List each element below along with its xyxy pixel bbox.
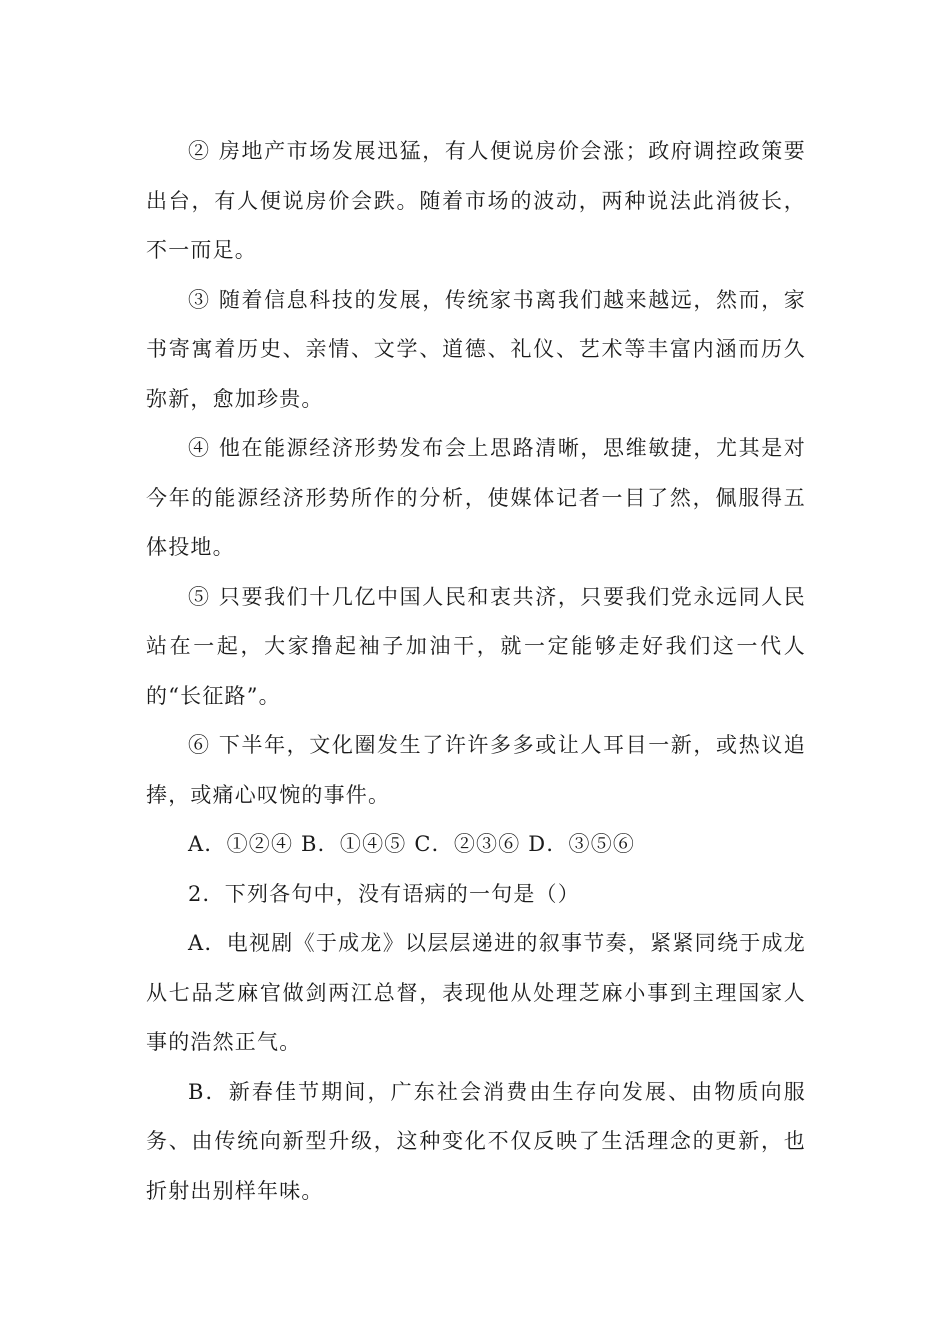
option-6-paragraph: ⑥ 下半年，文化圈发生了许许多多或让人耳目一新，或热议追捧，或痛心叹惋的事件。 [146, 733, 806, 807]
question-2-stem: 2．下列各句中，没有语病的一句是（） [188, 881, 580, 906]
answer-choices-q1: A．①②④ B．①④⑤ C．②③⑥ D．③⑤⑥ [188, 832, 636, 856]
option-2-paragraph: ② 房地产市场发展迅猛，有人便说房价会涨；政府调控政策要出台，有人便说房价会跌。随着市场的波动，两种说法此消彼长，不一而足。 [146, 139, 806, 262]
document-body [146, 127, 806, 1216]
option-5-paragraph: ⑤ 只要我们十几亿中国人民和衷共济，只要我们党永远同人民站在一起，大家撸起袖子加油干，就一定能够走好我们这一代人的“长征路”。 [146, 584, 806, 708]
question-2-option-a: A．电视剧《于成龙》以层层递进的叙事节奏，紧紧同绕于成龙从七品芝麻官做剑两江总督，表现他从处理芝麻小事到主理国家人事的浩然正气。 [146, 931, 806, 1054]
option-3-paragraph: ③ 随着信息科技的发展，传统家书离我们越来越远，然而，家书寄寓着历史、亲情、文学、道德、礼仪、艺术等丰富内涵而历久弥新，愈加珍贵。 [146, 287, 806, 411]
question-2-option-b: B．新春佳节期间，广东社会消费由生存向发展、由物质向服务、由传统向新型升级，这种变化不仅反映了生活理念的更新，也折射出别样年味。 [146, 1079, 806, 1203]
option-4-paragraph: ④ 他在能源经济形势发布会上思路清晰，思维敏捷，尤其是对今年的能源经济形势所作的分析，使媒体记者一目了然，佩服得五体投地。 [146, 436, 806, 559]
